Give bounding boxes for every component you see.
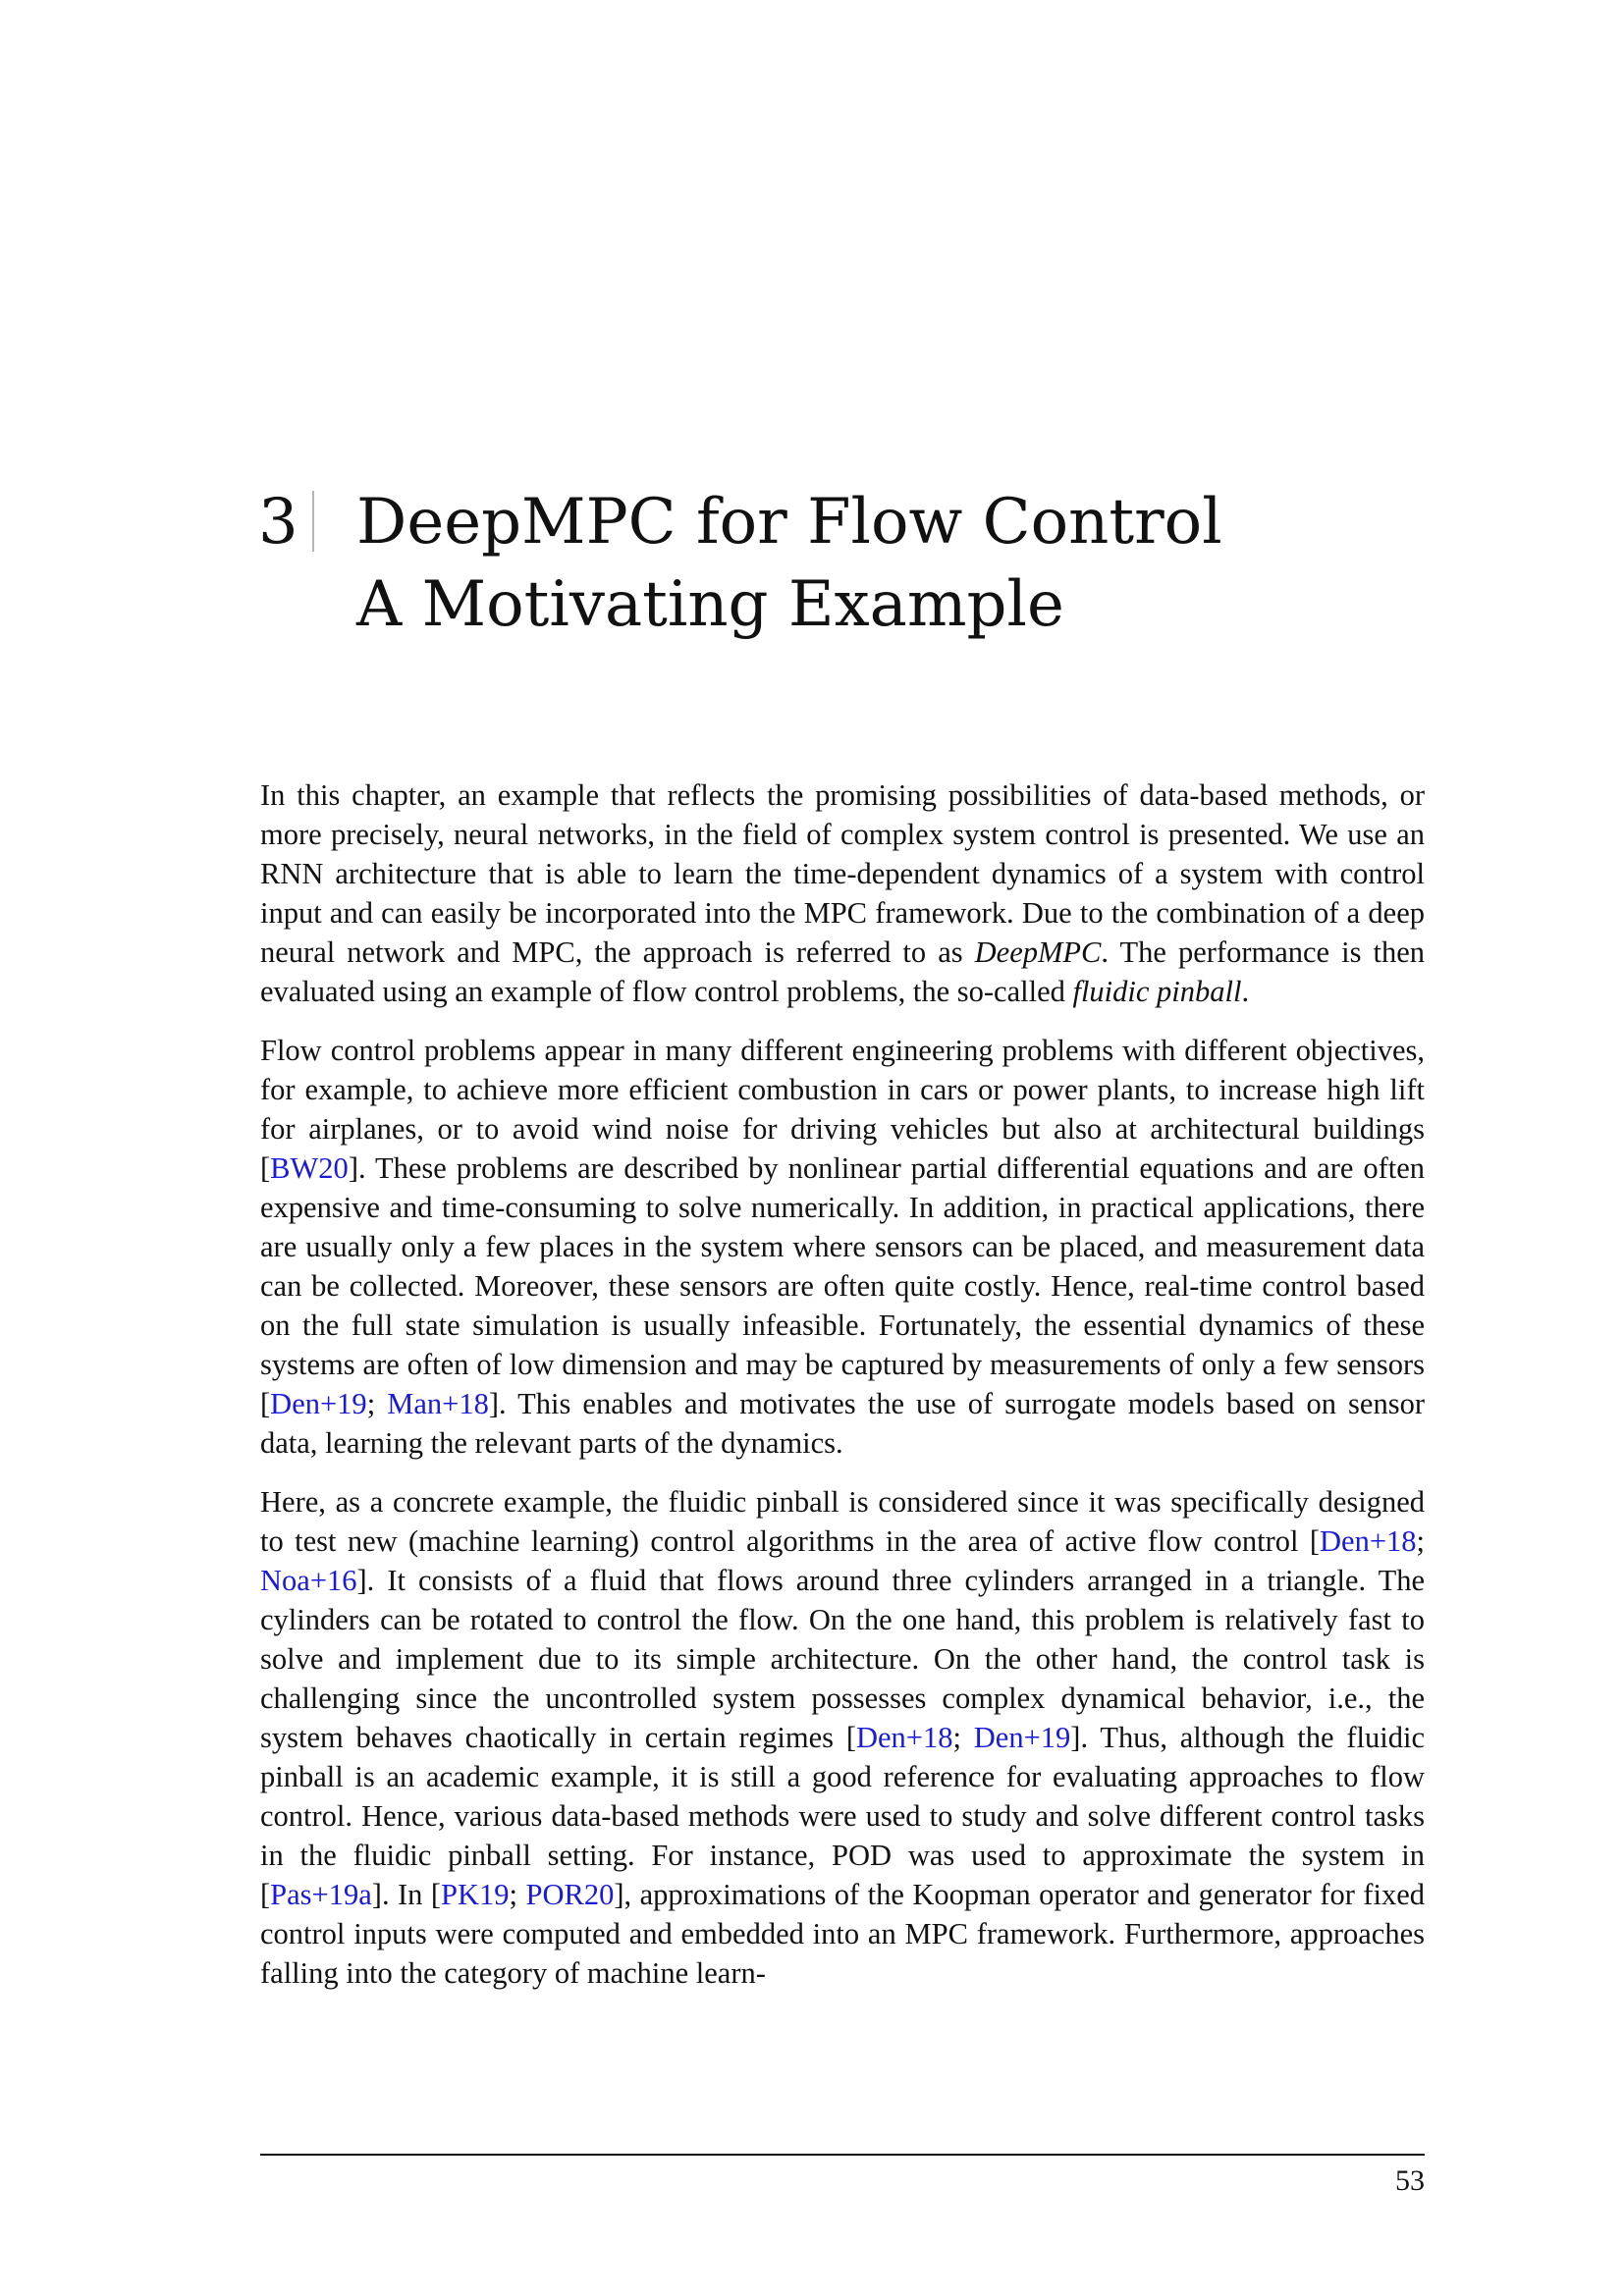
chapter-title-line-1: DeepMPC for Flow Control [356, 486, 1222, 559]
text-run: ], approximations of the Koopman operator and generator for fixed control inputs were computed and embedded into an MPC framework. Furthermore, approaches falling into the category of machine learn- [260, 1878, 1425, 1990]
body-text [260, 775, 1425, 2012]
text-run: ; [1416, 1524, 1425, 1558]
citation-link[interactable]: Den+19 [270, 1387, 367, 1420]
citation-link[interactable]: PK19 [441, 1878, 510, 1911]
citation-link[interactable]: Man+18 [387, 1387, 489, 1420]
text-run: ; [509, 1878, 526, 1911]
text-run: . The performance is then evaluated using an example of flow control problems, the so-called [260, 935, 1425, 1008]
text-run: ]. In [ [371, 1878, 442, 1911]
text-run: Flow control problems appear in many different engineering problems with different objectives, for example, to achieve more efficient combustion in cars or power plants, to increase high lift for airplanes, or to avoid wind noise for driving vehicles but also at architectural buildings [ [260, 1034, 1425, 1185]
text-run: ]. These problems are described by nonlinear partial differential equations and are often expensive and time-consuming to solve numerically. In addition, in practical applications, there are usually only a few places in the system where sensors can be placed, and measurement data can be collected. Moreover, these sensors are often quite costly. Hence, real-time control based on the full state simulation is usually infeasible. Fortunately, the essential dynamics of these systems are often of low dimension and may be captured by measurements of only a few sensors [ [260, 1151, 1425, 1420]
citation-link[interactable]: Den+19 [973, 1721, 1071, 1754]
text-run: In this chapter, an example that reflects the promising possibilities of data-based methods, or more precisely, neural networks, in the field of complex system control is presented. We use an RNN architecture that is able to learn the time-dependent dynamics of a system with control input and can easily be incorporated into the MPC framework. Due to the combination of a deep neural network and MPC, the approach is referred to as [260, 778, 1425, 969]
paragraph-2 [260, 1031, 1425, 1463]
term-deepmpc: DeepMPC [974, 935, 1102, 969]
text-run: . [1241, 975, 1250, 1008]
chapter-title-line-2: A Motivating Example [356, 568, 1064, 641]
citation-link[interactable]: BW20 [270, 1151, 349, 1185]
text-run: Here, as a concrete example, the fluidic pinball is considered since it was specifically designed to test new (machine learning) control algorithms in the area of active flow control [ [260, 1485, 1425, 1558]
citation-link[interactable]: Pas+19a [270, 1878, 372, 1911]
page-number: 53 [1395, 2164, 1425, 2197]
chapter-separator [312, 491, 314, 552]
term-fluidic-pinball: fluidic pinball [1072, 975, 1242, 1008]
citation-link[interactable]: Noa+16 [260, 1564, 357, 1597]
text-run: ]. This enables and motivates the use of surrogate models based on sensor data, learning the relevant parts of the dynamics. [260, 1387, 1425, 1460]
text-run: ]. Thus, although the fluidic pinball is an academic example, it is still a good reference for evaluating approaches to flow control. Hence, various data-based methods were used to study and solve different control tasks in the fluidic pinball setting. For instance, POD was used to approximate the system in [ [260, 1721, 1425, 1911]
paragraph-1 [260, 775, 1425, 1011]
text-run: ; [366, 1387, 388, 1420]
citation-link[interactable]: POR20 [525, 1878, 615, 1911]
text-run: ; [952, 1721, 974, 1754]
paragraph-3 [260, 1482, 1425, 1993]
citation-link[interactable]: Den+18 [1320, 1524, 1417, 1558]
chapter-title [356, 481, 1222, 646]
citation-link[interactable]: Den+18 [855, 1721, 953, 1754]
footer-rule [260, 2154, 1425, 2156]
chapter-number: 3 [258, 486, 298, 559]
text-run: ]. It consists of a fluid that flows around three cylinders arranged in a triangle. The cylinders can be rotated to control the flow. On the one hand, this problem is relatively fast to solve and implement due to its simple architecture. On the other hand, the control task is challenging since the uncontrolled system possesses complex dynamical behavior, i.e., the system behaves chaotically in certain regimes [ [260, 1564, 1425, 1754]
